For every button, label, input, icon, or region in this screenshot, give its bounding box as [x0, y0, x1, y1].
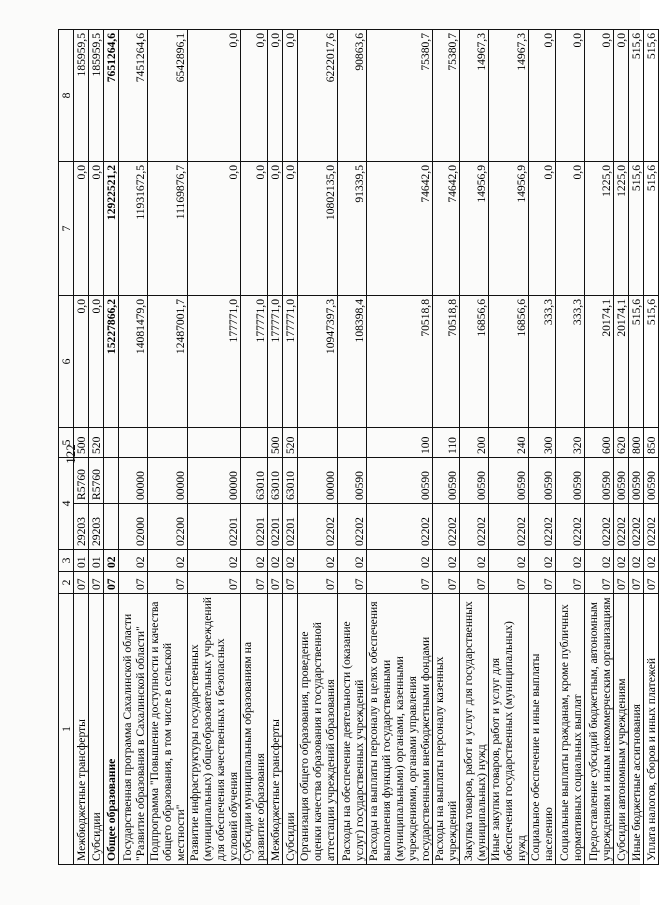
amount-col8-cell: 14967,3	[460, 29, 489, 161]
expense-type-cell: 520	[283, 427, 298, 457]
amount-col8-cell: 7651264,6	[104, 29, 119, 161]
amount-col8-cell: 515,6	[644, 29, 659, 161]
target-article-part2-cell: 00590	[529, 457, 556, 503]
amount-col7-cell: 11931672,5	[119, 161, 148, 295]
header-cell-2: 2	[59, 572, 74, 594]
target-article-part1-cell: 02200	[148, 504, 188, 550]
amount-col8-cell: 0,0	[188, 29, 241, 161]
row-name-cell: Субсидии муниципальным образованиям на развитие образования	[241, 594, 268, 865]
row-name-cell: Государственная программа Сахалинской области "Развитие образования в Сахалинской области"	[119, 594, 148, 865]
subsection-code-cell: 02	[460, 550, 489, 572]
target-article-part1-cell	[104, 504, 119, 550]
section-code-cell: 07	[283, 572, 298, 594]
amount-col6-cell: 515,6	[629, 295, 644, 427]
row-name-cell: Подпрограмма "Повышение доступности и качества общего образования, в том числе в сельской местности"	[148, 594, 188, 865]
expense-type-cell: 620	[614, 427, 629, 457]
amount-col6-cell: 333,3	[529, 295, 556, 427]
subsection-code-cell: 02	[188, 550, 241, 572]
amount-col7-cell: 515,6	[644, 161, 659, 295]
amount-col6-cell: 177771,0	[188, 295, 241, 427]
table-row	[148, 29, 188, 864]
section-code-cell: 07	[188, 572, 241, 594]
target-article-part2-cell: R5760	[89, 457, 104, 503]
budget-table-rotated	[58, 30, 658, 865]
section-code-cell: 07	[89, 572, 104, 594]
table-row	[367, 29, 433, 864]
row-name-cell: Организация общего образования, проведение оценки качества образования и государственной аттестации учреждений образования	[298, 594, 338, 865]
amount-col8-cell: 0,0	[614, 29, 629, 161]
subsection-code-cell: 02	[148, 550, 188, 572]
target-article-part1-cell: 02202	[298, 504, 338, 550]
subsection-code-cell: 01	[74, 550, 89, 572]
subsection-code-cell: 02	[644, 550, 659, 572]
table-body	[59, 29, 659, 864]
row-name-cell: Социальные выплаты гражданам, кроме публичных нормативных социальных выплат	[556, 594, 585, 865]
subsection-code-cell: 01	[89, 550, 104, 572]
amount-col6-cell: 70518,8	[433, 295, 460, 427]
amount-col6-cell: 16856,6	[489, 295, 529, 427]
table-row	[298, 29, 338, 864]
amount-col8-cell: 0,0	[556, 29, 585, 161]
section-code-cell: 07	[629, 572, 644, 594]
table-row	[614, 29, 629, 864]
subsection-code-cell: 02	[241, 550, 268, 572]
amount-col8-cell: 0,0	[585, 29, 614, 161]
target-article-part2-cell: 00590	[644, 457, 659, 503]
section-code-cell: 07	[489, 572, 529, 594]
subsection-code-cell: 02	[529, 550, 556, 572]
amount-col7-cell: 1225,0	[614, 161, 629, 295]
target-article-part1-cell: 02202	[367, 504, 433, 550]
target-article-part1-cell: 29203	[89, 504, 104, 550]
section-code-cell: 07	[338, 572, 367, 594]
amount-col7-cell: 0,0	[89, 161, 104, 295]
expense-type-cell: 240	[489, 427, 529, 457]
amount-col7-cell: 0,0	[268, 161, 283, 295]
expense-type-cell: 600	[585, 427, 614, 457]
table-row	[629, 29, 644, 864]
row-name-cell: Субсидии	[89, 594, 104, 865]
target-article-part2-cell: 00000	[298, 457, 338, 503]
target-article-part2-cell: 00590	[338, 457, 367, 503]
row-name-cell: Расходы на обеспечение деятельности (оказание услуг) государственных учреждений	[338, 594, 367, 865]
subsection-code-cell: 02	[629, 550, 644, 572]
table-row	[489, 29, 529, 864]
subsection-code-cell: 02	[119, 550, 148, 572]
amount-col8-cell: 75380,7	[367, 29, 433, 161]
amount-col7-cell: 0,0	[283, 161, 298, 295]
table-row	[433, 29, 460, 864]
amount-col8-cell: 0,0	[529, 29, 556, 161]
subsection-code-cell: 02	[268, 550, 283, 572]
amount-col7-cell: 0,0	[529, 161, 556, 295]
target-article-part1-cell: 29203	[74, 504, 89, 550]
table-row	[529, 29, 556, 864]
expense-type-cell: 850	[644, 427, 659, 457]
amount-col6-cell: 70518,8	[367, 295, 433, 427]
section-code-cell: 07	[298, 572, 338, 594]
amount-col7-cell: 515,6	[629, 161, 644, 295]
target-article-part2-cell: 00590	[614, 457, 629, 503]
amount-col8-cell: 0,0	[241, 29, 268, 161]
row-name-cell: Межбюджетные трансферты	[74, 594, 89, 865]
row-name-cell: Закупка товаров, работ и услуг для государственных (муниципальных) нужд	[460, 594, 489, 865]
amount-col8-cell: 14967,3	[489, 29, 529, 161]
section-code-cell: 07	[104, 572, 119, 594]
amount-col7-cell: 0,0	[241, 161, 268, 295]
header-cell-8: 8	[59, 29, 74, 161]
expense-type-cell: 500	[74, 427, 89, 457]
section-code-cell: 07	[556, 572, 585, 594]
expense-type-cell: 110	[433, 427, 460, 457]
row-name-cell: Общее образование	[104, 594, 119, 865]
header-cell-4: 4	[59, 457, 74, 549]
amount-col6-cell: 177771,0	[241, 295, 268, 427]
table-row	[89, 29, 104, 864]
target-article-part1-cell: 02202	[585, 504, 614, 550]
target-article-part1-cell: 02000	[119, 504, 148, 550]
amount-col7-cell: 0,0	[188, 161, 241, 295]
amount-col8-cell: 185959,5	[89, 29, 104, 161]
target-article-part2-cell: 00000	[119, 457, 148, 503]
header-cell-6: 6	[59, 295, 74, 427]
target-article-part1-cell: 02201	[283, 504, 298, 550]
expense-type-cell: 100	[367, 427, 433, 457]
header-cell-3: 3	[59, 550, 74, 572]
header-row	[59, 29, 74, 864]
table-row	[188, 29, 241, 864]
amount-col6-cell: 515,6	[644, 295, 659, 427]
row-name-cell: Межбюджетные трансферты	[268, 594, 283, 865]
header-cell-5: 5	[59, 427, 74, 457]
amount-col6-cell: 20174,1	[614, 295, 629, 427]
target-article-part2-cell: 63010	[283, 457, 298, 503]
table-row	[283, 29, 298, 864]
section-code-cell: 07	[74, 572, 89, 594]
section-code-cell: 07	[268, 572, 283, 594]
amount-col6-cell: 14081479,0	[119, 295, 148, 427]
header-cell-7: 7	[59, 161, 74, 295]
row-name-cell: Иные бюджетные ассигнования	[629, 594, 644, 865]
amount-col6-cell: 15227866,2	[104, 295, 119, 427]
expense-type-cell	[104, 427, 119, 457]
amount-col8-cell: 0,0	[283, 29, 298, 161]
header-cell-1: 1	[59, 594, 74, 865]
amount-col8-cell: 75380,7	[433, 29, 460, 161]
table-row	[74, 29, 89, 864]
target-article-part2-cell: 00000	[148, 457, 188, 503]
amount-col7-cell: 14956,9	[460, 161, 489, 295]
target-article-part2-cell: 00590	[367, 457, 433, 503]
budget-table	[58, 29, 659, 865]
amount-col8-cell: 515,6	[629, 29, 644, 161]
target-article-part1-cell: 02201	[188, 504, 241, 550]
row-name-cell: Субсидии автономным учреждениям	[614, 594, 629, 865]
amount-col6-cell: 177771,0	[268, 295, 283, 427]
amount-col6-cell: 333,3	[556, 295, 585, 427]
amount-col6-cell: 108398,4	[338, 295, 367, 427]
section-code-cell: 07	[460, 572, 489, 594]
target-article-part2-cell: 00590	[556, 457, 585, 503]
section-code-cell: 07	[148, 572, 188, 594]
table-row	[119, 29, 148, 864]
target-article-part1-cell: 02202	[614, 504, 629, 550]
amount-col8-cell: 185959,5	[74, 29, 89, 161]
subsection-code-cell: 02	[585, 550, 614, 572]
expense-type-cell	[119, 427, 148, 457]
table-row	[644, 29, 659, 864]
amount-col6-cell: 0,0	[89, 295, 104, 427]
section-code-cell: 07	[529, 572, 556, 594]
section-code-cell: 07	[119, 572, 148, 594]
target-article-part1-cell: 02202	[489, 504, 529, 550]
target-article-part2-cell: 00590	[629, 457, 644, 503]
section-code-cell: 07	[241, 572, 268, 594]
amount-col7-cell: 74642,0	[367, 161, 433, 295]
amount-col6-cell: 16856,6	[460, 295, 489, 427]
table-row	[556, 29, 585, 864]
subsection-code-cell: 02	[298, 550, 338, 572]
row-name-cell: Предоставление субсидий бюджетным, автономным учреждениям и иным некоммерческим организациям	[585, 594, 614, 865]
amount-col7-cell: 0,0	[74, 161, 89, 295]
row-name-cell: Субсидии	[283, 594, 298, 865]
amount-col6-cell: 177771,0	[283, 295, 298, 427]
expense-type-cell	[298, 427, 338, 457]
expense-type-cell: 300	[529, 427, 556, 457]
amount-col6-cell: 12487001,7	[148, 295, 188, 427]
table-row	[104, 29, 119, 864]
target-article-part1-cell: 02202	[629, 504, 644, 550]
subsection-code-cell: 02	[614, 550, 629, 572]
subsection-code-cell: 02	[283, 550, 298, 572]
target-article-part1-cell: 02201	[268, 504, 283, 550]
amount-col8-cell: 6222017,6	[298, 29, 338, 161]
amount-col8-cell: 90863,6	[338, 29, 367, 161]
subsection-code-cell: 02	[338, 550, 367, 572]
table-row	[585, 29, 614, 864]
section-code-cell: 07	[614, 572, 629, 594]
section-code-cell: 07	[433, 572, 460, 594]
target-article-part2-cell: 00590	[489, 457, 529, 503]
expense-type-cell: 520	[89, 427, 104, 457]
target-article-part2-cell: 00590	[460, 457, 489, 503]
target-article-part2-cell: 00590	[585, 457, 614, 503]
amount-col6-cell: 10947397,3	[298, 295, 338, 427]
page-number: 122	[63, 444, 78, 464]
amount-col7-cell: 12922521,2	[104, 161, 119, 295]
subsection-code-cell: 02	[556, 550, 585, 572]
target-article-part1-cell: 02201	[241, 504, 268, 550]
target-article-part1-cell: 02202	[460, 504, 489, 550]
subsection-code-cell: 02	[433, 550, 460, 572]
row-name-cell: Уплата налогов, сборов и иных платежей	[644, 594, 659, 865]
amount-col6-cell: 20174,1	[585, 295, 614, 427]
table-row	[338, 29, 367, 864]
amount-col7-cell: 74642,0	[433, 161, 460, 295]
expense-type-cell	[188, 427, 241, 457]
amount-col8-cell: 6542896,1	[148, 29, 188, 161]
subsection-code-cell: 02	[104, 550, 119, 572]
amount-col6-cell: 0,0	[74, 295, 89, 427]
amount-col8-cell: 0,0	[268, 29, 283, 161]
target-article-part2-cell: 00000	[188, 457, 241, 503]
row-name-cell: Расходы на выплаты персоналу казенных учреждений	[433, 594, 460, 865]
expense-type-cell	[241, 427, 268, 457]
expense-type-cell: 320	[556, 427, 585, 457]
amount-col7-cell: 11169876,7	[148, 161, 188, 295]
target-article-part1-cell: 02202	[556, 504, 585, 550]
target-article-part2-cell	[104, 457, 119, 503]
target-article-part1-cell: 02202	[529, 504, 556, 550]
subsection-code-cell: 02	[489, 550, 529, 572]
target-article-part2-cell: R5760	[74, 457, 89, 503]
amount-col7-cell: 91339,5	[338, 161, 367, 295]
section-code-cell: 07	[644, 572, 659, 594]
target-article-part2-cell: 63010	[268, 457, 283, 503]
table-row	[268, 29, 283, 864]
row-name-cell: Развитие инфраструктуры государственных (муниципальных) общеобразовательных учреждений для обеспечения качественных и безопасных условий обучения	[188, 594, 241, 865]
target-article-part1-cell: 02202	[338, 504, 367, 550]
target-article-part1-cell: 02202	[433, 504, 460, 550]
expense-type-cell: 800	[629, 427, 644, 457]
expense-type-cell	[148, 427, 188, 457]
target-article-part2-cell: 00590	[433, 457, 460, 503]
expense-type-cell	[338, 427, 367, 457]
section-code-cell: 07	[585, 572, 614, 594]
subsection-code-cell: 02	[367, 550, 433, 572]
row-name-cell: Социальное обеспечение и иные выплаты населению	[529, 594, 556, 865]
amount-col8-cell: 7451264,6	[119, 29, 148, 161]
table-row	[460, 29, 489, 864]
expense-type-cell: 500	[268, 427, 283, 457]
amount-col7-cell: 10802135,0	[298, 161, 338, 295]
row-name-cell: Расходы на выплаты персоналу в целях обеспечения выполнения функций государственными (муниципальными) органами, казенными учреждениями, органами управления государственными внебюджетными фондами	[367, 594, 433, 865]
section-code-cell: 07	[367, 572, 433, 594]
expense-type-cell: 200	[460, 427, 489, 457]
amount-col7-cell: 1225,0	[585, 161, 614, 295]
row-name-cell: Иные закупки товаров, работ и услуг для обеспечения государственных (муниципальных) нужд	[489, 594, 529, 865]
amount-col7-cell: 0,0	[556, 161, 585, 295]
amount-col7-cell: 14956,9	[489, 161, 529, 295]
table-row	[241, 29, 268, 864]
target-article-part2-cell: 63010	[241, 457, 268, 503]
target-article-part1-cell: 02202	[644, 504, 659, 550]
